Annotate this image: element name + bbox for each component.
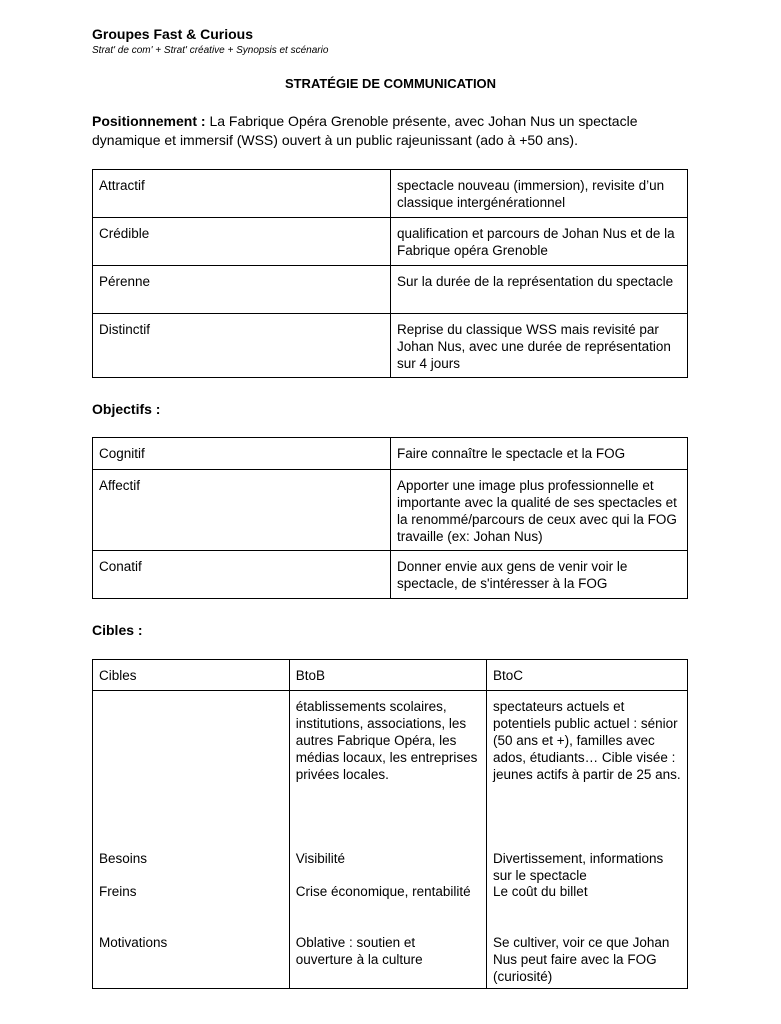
table-row — [93, 218, 688, 266]
btob-freins: Crise économique, rentabilité — [295, 884, 471, 899]
header-cibles: Cibles — [93, 660, 290, 691]
table-row — [93, 660, 688, 691]
objectif-key: Affectif — [93, 470, 391, 551]
positioning-text: La Fabrique Opéra Grenoble présente, avec Johan Nus un spectacle dynamique et immersif (WSS) ouvert à un public rajeunissant (ado à +50 ans). — [92, 113, 638, 148]
attribute-key: Pérenne — [93, 266, 391, 314]
objectifs-table — [92, 437, 688, 599]
attribute-value: qualification et parcours de Johan Nus et de la Fabrique opéra Grenoble — [391, 218, 688, 266]
btoc-cell — [487, 691, 688, 989]
attribute-value: Sur la durée de la représentation du spectacle — [391, 266, 688, 314]
table-row — [93, 314, 688, 378]
btoc-motivations: Se cultiver, voir ce que Johan Nus peut faire avec la FOG (curiosité) — [493, 935, 670, 984]
cibles-criteria-cell — [93, 691, 290, 989]
attributes-table — [92, 169, 688, 378]
btob-cell — [289, 691, 486, 989]
header-btob: BtoB — [289, 660, 486, 691]
btoc-besoins: Divertissement, informations sur le spectacle — [493, 851, 664, 883]
header-btoc: BtoC — [487, 660, 688, 691]
table-row — [93, 691, 688, 989]
document-title: STRATÉGIE DE COMMUNICATION — [284, 76, 497, 91]
objectif-key: Conatif — [93, 551, 391, 599]
btob-list: établissements scolaires, institutions, associations, les autres Fabrique Opéra, les médias locaux, les entreprises privées locales. — [295, 699, 478, 782]
objectifs-heading: Objectifs : — [92, 401, 161, 417]
positioning-label: Positionnement : — [92, 113, 206, 129]
cibles-table — [92, 659, 688, 989]
btoc-list: spectateurs actuels et potentiels public actuel : sénior (50 ans et +), familles avec ados, étudiants… Cible visée : jeunes actifs à partir de 25 ans. — [493, 699, 681, 782]
row-label-motivations: Motivations — [99, 935, 168, 950]
attribute-value: spectacle nouveau (immersion), revisite d’un classique intergénérationnel — [391, 170, 688, 218]
cibles-heading: Cibles : — [92, 622, 143, 638]
attribute-key: Attractif — [93, 170, 391, 218]
attribute-key: Distinctif — [93, 314, 391, 378]
row-label-freins: Freins — [99, 884, 137, 899]
attribute-value: Reprise du classique WSS mais revisité par Johan Nus, avec une durée de représentation sur 4 jours — [391, 314, 688, 378]
table-row — [93, 266, 688, 314]
btoc-freins: Le coût du billet — [493, 884, 588, 899]
objectif-value: Donner envie aux gens de venir voir le spectacle, de s'intéresser à la FOG — [391, 551, 688, 599]
objectif-key: Cognitif — [93, 438, 391, 470]
objectif-value: Apporter une image plus professionnelle et importante avec la qualité de ses spectacles et la renommé/parcours de ceux avec qui la FOG travaille (ex: Johan Nus) — [391, 470, 688, 551]
table-row — [93, 470, 688, 551]
table-row — [93, 438, 688, 470]
row-label-besoins: Besoins — [99, 851, 148, 866]
objectif-value: Faire connaître le spectacle et la FOG — [391, 438, 688, 470]
group-subtitle: Strat' de com' + Strat' créative + Synopsis et scénario — [92, 45, 329, 56]
attribute-key: Crédible — [93, 218, 391, 266]
group-title: Groupes Fast & Curious — [92, 26, 254, 42]
btob-besoins: Visibilité — [295, 851, 346, 866]
positioning-paragraph — [92, 112, 692, 150]
btob-motivations: Oblative : soutien et ouverture à la culture — [295, 935, 423, 967]
table-row — [93, 170, 688, 218]
table-row — [93, 551, 688, 599]
